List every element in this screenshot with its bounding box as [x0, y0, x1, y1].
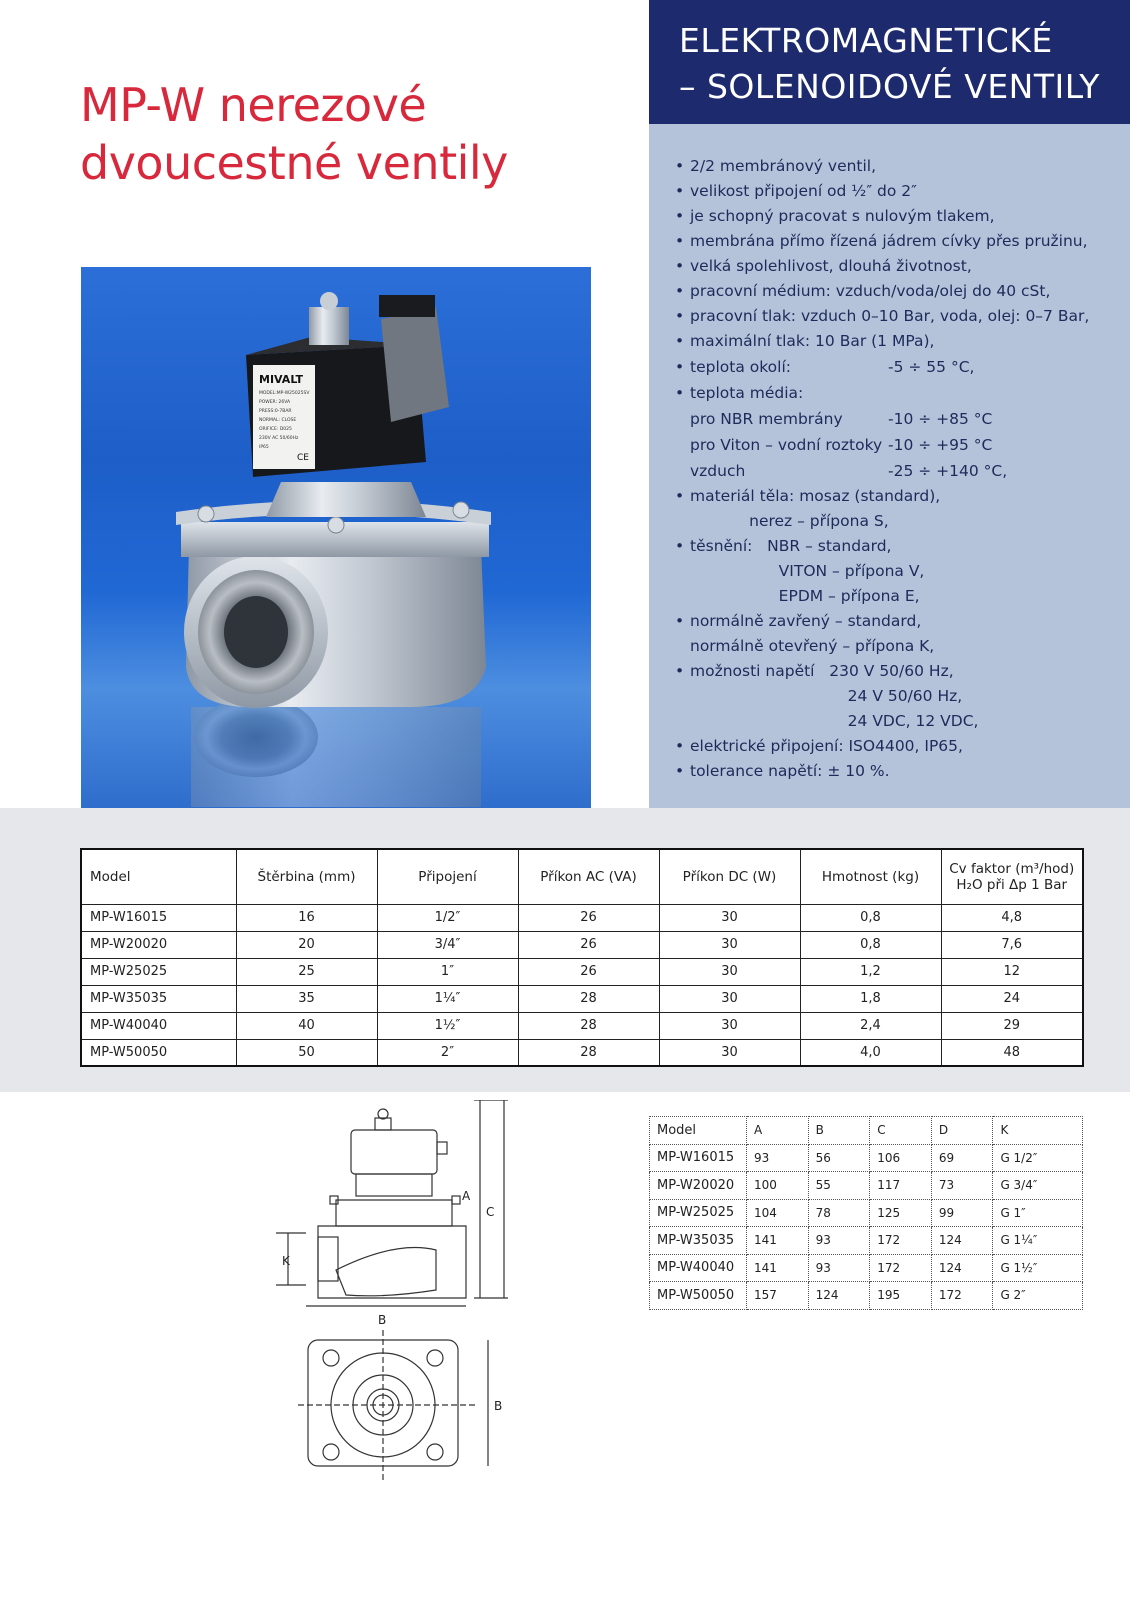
table-cell: 1,2 [800, 958, 941, 985]
table-cell: 12 [941, 958, 1083, 985]
spec-value: -25 ÷ +140 °C, [888, 462, 1008, 480]
table-cell: 1,8 [800, 985, 941, 1012]
bullet-icon: • [675, 358, 685, 376]
spec-text: vzduch [690, 462, 746, 480]
table-cell: 0,8 [800, 931, 941, 958]
label-line: 230V AC 50/60Hz [259, 436, 299, 441]
dim-cell: 141 [747, 1227, 809, 1255]
dim-col-header: A [747, 1117, 809, 1145]
spec-text: 24 VDC, 12 VDC, [690, 712, 979, 730]
table-cell: 1/2″ [377, 904, 518, 931]
dim-row [650, 1227, 1083, 1255]
spec-text: tolerance napětí: ± 10 %. [690, 762, 890, 780]
dim-cell: 172 [870, 1227, 932, 1255]
spec-value: -10 ÷ +95 °C [888, 436, 993, 454]
col-header: Hmotnost (kg) [800, 849, 941, 904]
spec-list [675, 154, 1130, 784]
table-cell: 3/4″ [377, 931, 518, 958]
cv-line-2: H₂O při Δp 1 Bar [956, 876, 1068, 893]
dim-label-b: B [378, 1313, 387, 1327]
spec-item [675, 734, 1130, 759]
label-line: PRESS:0-7BAR [259, 409, 292, 414]
dim-col-header: D [931, 1117, 993, 1145]
spec-text: 2/2 membránový ventil, [690, 157, 877, 175]
dim-header-row [650, 1117, 1083, 1145]
spec-item [675, 229, 1130, 254]
spec-item [675, 432, 1130, 458]
dim-cell: G 3/4″ [993, 1172, 1083, 1200]
bullet-icon: • [675, 307, 685, 325]
label-line: POWER: 26VA [259, 400, 291, 405]
spec-item [675, 484, 1130, 509]
spec-item [675, 509, 1130, 534]
spec-item [675, 684, 1130, 709]
product-photo [81, 267, 591, 808]
dim-cell: 93 [808, 1227, 870, 1255]
dim-row [650, 1199, 1083, 1227]
table-cell: 28 [518, 1039, 659, 1066]
bullet-icon: • [675, 537, 685, 555]
dim-cell: 93 [808, 1254, 870, 1282]
spec-item [675, 534, 1130, 559]
drawing-svg [276, 1100, 512, 1500]
table-cell: 28 [518, 1012, 659, 1039]
dim-cell: 99 [931, 1199, 993, 1227]
title-line-1: MP-W nerezové [80, 78, 427, 132]
spec-item [675, 329, 1130, 354]
spec-item [675, 659, 1130, 684]
table-cell: 4,8 [941, 904, 1083, 931]
spec-text: nerez – přípona S, [690, 512, 889, 530]
table-cell: 26 [518, 904, 659, 931]
spec-text: velikost připojení od ½″ do 2″ [690, 182, 917, 200]
spec-text: elektrické připojení: ISO4400, IP65, [690, 737, 963, 755]
table-cell: 35 [236, 985, 377, 1012]
table-cell: 48 [941, 1039, 1083, 1066]
dim-cell: 141 [747, 1254, 809, 1282]
spec-item [675, 304, 1130, 329]
bullet-icon: • [675, 182, 685, 200]
table-cell: 30 [659, 1012, 800, 1039]
ce-mark: CE [297, 453, 309, 463]
spec-text: těsnění: NBR – standard, [690, 537, 892, 555]
spec-text: možnosti napětí 230 V 50/60 Hz, [690, 662, 954, 680]
bullet-icon: • [675, 157, 685, 175]
label-brand: MIVALT [259, 373, 304, 386]
spec-text: velká spolehlivost, dlouhá životnost, [690, 257, 972, 275]
dim-label-a: A [462, 1189, 471, 1203]
spec-table [80, 848, 1084, 1067]
dim-cell: 157 [747, 1282, 809, 1310]
valve-image [81, 267, 591, 808]
spec-text: teplota okolí: [690, 358, 791, 376]
dim-cell: 124 [931, 1254, 993, 1282]
table-header-row [81, 849, 1083, 904]
table-row [81, 904, 1083, 931]
dim-cell: G 1½″ [993, 1254, 1083, 1282]
table-cell: 2,4 [800, 1012, 941, 1039]
cv-line-1: Cv faktor (m³/hod) [949, 860, 1075, 877]
table-cell: MP-W25025 [81, 958, 236, 985]
dim-row [650, 1172, 1083, 1200]
spec-item [675, 559, 1130, 584]
spec-text: normálně otevřený – přípona K, [690, 637, 935, 655]
dim-col-header: B [808, 1117, 870, 1145]
table-cell: 24 [941, 985, 1083, 1012]
spec-item [675, 179, 1130, 204]
spec-value: -5 ÷ 55 °C, [888, 358, 975, 376]
table-row [81, 958, 1083, 985]
table-cell: 1″ [377, 958, 518, 985]
spec-text: teplota média: [690, 384, 804, 402]
dim-row [650, 1282, 1083, 1310]
table-cell: 1¼″ [377, 985, 518, 1012]
dim-cell: MP-W40040 [650, 1254, 747, 1282]
dim-cell: 78 [808, 1199, 870, 1227]
table-cell: 40 [236, 1012, 377, 1039]
dim-cell: 73 [931, 1172, 993, 1200]
dim-label-b2: B [494, 1399, 503, 1413]
bullet-icon: • [675, 257, 685, 275]
title-line-2: dvoucestné ventily [80, 136, 508, 190]
dim-col-header: Model [650, 1117, 747, 1145]
spec-item [675, 634, 1130, 659]
table-cell: 30 [659, 1039, 800, 1066]
spec-text: pro NBR membrány [690, 410, 843, 428]
bullet-icon: • [675, 612, 685, 630]
header-line-2: – SOLENOIDOVÉ VENTILY [679, 67, 1100, 106]
dim-cell: G 1″ [993, 1199, 1083, 1227]
dim-cell: 124 [931, 1227, 993, 1255]
bullet-icon: • [675, 282, 685, 300]
table-cell: 30 [659, 931, 800, 958]
table-row [81, 1039, 1083, 1066]
dim-cell: 172 [870, 1254, 932, 1282]
spec-item [675, 279, 1130, 304]
table-cell: 0,8 [800, 904, 941, 931]
dim-col-header: K [993, 1117, 1083, 1145]
dim-cell: MP-W20020 [650, 1172, 747, 1200]
dim-cell: MP-W35035 [650, 1227, 747, 1255]
spec-text: materiál těla: mosaz (standard), [690, 487, 941, 505]
bullet-icon: • [675, 762, 685, 780]
spec-item [675, 759, 1130, 784]
category-header [649, 0, 1130, 124]
bullet-icon: • [675, 332, 685, 350]
bullet-icon: • [675, 232, 685, 250]
dim-cell: 117 [870, 1172, 932, 1200]
spec-item [675, 609, 1130, 634]
table-cell: 50 [236, 1039, 377, 1066]
table-cell: 1½″ [377, 1012, 518, 1039]
col-header: Připojení [377, 849, 518, 904]
table-cell: 30 [659, 958, 800, 985]
spec-item [675, 406, 1130, 432]
spec-text: maximální tlak: 10 Bar (1 MPa), [690, 332, 935, 350]
table-cell: MP-W50050 [81, 1039, 236, 1066]
spec-value: -10 ÷ +85 °C [888, 410, 993, 428]
dim-cell: G 1/2″ [993, 1144, 1083, 1172]
dim-cell: 55 [808, 1172, 870, 1200]
dim-cell: 104 [747, 1199, 809, 1227]
col-header: Model [81, 849, 236, 904]
dimension-table [649, 1116, 1083, 1310]
dim-cell: MP-W50050 [650, 1282, 747, 1310]
spec-item [675, 380, 1130, 406]
table-cell: 4,0 [800, 1039, 941, 1066]
table-cell: 29 [941, 1012, 1083, 1039]
label-line: MODEL:MP-W25025SV [259, 391, 310, 396]
table-cell: 7,6 [941, 931, 1083, 958]
spec-text: VITON – přípona V, [690, 562, 925, 580]
dim-cell: MP-W16015 [650, 1144, 747, 1172]
spec-text: membrána přímo řízená jádrem cívky přes pružinu, [690, 232, 1088, 250]
label-line: ORIFICE: D025 [259, 427, 292, 432]
dimension-drawing [276, 1100, 512, 1500]
bullet-icon: • [675, 487, 685, 505]
spec-text: pracovní médium: vzduch/voda/olej do 40 cSt, [690, 282, 1051, 300]
table-cell: 28 [518, 985, 659, 1012]
dim-label-k: K [282, 1254, 290, 1268]
spec-item [675, 354, 1130, 380]
spec-text: normálně zavřený – standard, [690, 612, 922, 630]
col-header: Příkon AC (VA) [518, 849, 659, 904]
table-row [81, 1012, 1083, 1039]
bullet-icon: • [675, 662, 685, 680]
bullet-icon: • [675, 384, 685, 402]
spec-item [675, 458, 1130, 484]
table-cell: MP-W20020 [81, 931, 236, 958]
dim-cell: MP-W25025 [650, 1199, 747, 1227]
spec-item [675, 204, 1130, 229]
spec-item [675, 709, 1130, 734]
dim-row [650, 1254, 1083, 1282]
table-row [81, 985, 1083, 1012]
spec-item [675, 154, 1130, 179]
col-header-cv [941, 849, 1083, 904]
table-cell: 30 [659, 904, 800, 931]
table-cell: MP-W16015 [81, 904, 236, 931]
dim-cell: G 1¼″ [993, 1227, 1083, 1255]
table-cell: 16 [236, 904, 377, 931]
dim-label-c: C [486, 1205, 495, 1219]
bullet-icon: • [675, 737, 685, 755]
table-cell: 25 [236, 958, 377, 985]
spec-text: 24 V 50/60 Hz, [690, 687, 963, 705]
page-title [80, 76, 508, 192]
table-cell: 2″ [377, 1039, 518, 1066]
dim-cell: 69 [931, 1144, 993, 1172]
table-cell: 20 [236, 931, 377, 958]
label-line: IP65 [259, 445, 269, 450]
spec-item [675, 254, 1130, 279]
table-row [81, 931, 1083, 958]
dim-cell: 106 [870, 1144, 932, 1172]
dim-cell: 100 [747, 1172, 809, 1200]
dim-cell: 124 [808, 1282, 870, 1310]
col-header: Štěrbina (mm) [236, 849, 377, 904]
table-cell: MP-W35035 [81, 985, 236, 1012]
table-cell: 26 [518, 958, 659, 985]
spec-text: pracovní tlak: vzduch 0–10 Bar, voda, olej: 0–7 Bar, [690, 307, 1090, 325]
dim-cell: 56 [808, 1144, 870, 1172]
table-cell: 26 [518, 931, 659, 958]
dim-row [650, 1144, 1083, 1172]
table-cell: MP-W40040 [81, 1012, 236, 1039]
dim-cell: 172 [931, 1282, 993, 1310]
col-header: Příkon DC (W) [659, 849, 800, 904]
table-cell: 30 [659, 985, 800, 1012]
spec-text: je schopný pracovat s nulovým tlakem, [690, 207, 995, 225]
dim-cell: 195 [870, 1282, 932, 1310]
dim-cell: G 2″ [993, 1282, 1083, 1310]
label-line: NORMAL: CLOSE [259, 418, 297, 423]
header-line-1: ELEKTROMAGNETICKÉ [679, 21, 1053, 60]
dim-cell: 93 [747, 1144, 809, 1172]
spec-item [675, 584, 1130, 609]
dim-col-header: C [870, 1117, 932, 1145]
spec-panel [649, 124, 1130, 808]
dim-cell: 125 [870, 1199, 932, 1227]
spec-text: EPDM – přípona E, [690, 587, 920, 605]
spec-text: pro Viton – vodní roztoky [690, 436, 883, 454]
bullet-icon: • [675, 207, 685, 225]
